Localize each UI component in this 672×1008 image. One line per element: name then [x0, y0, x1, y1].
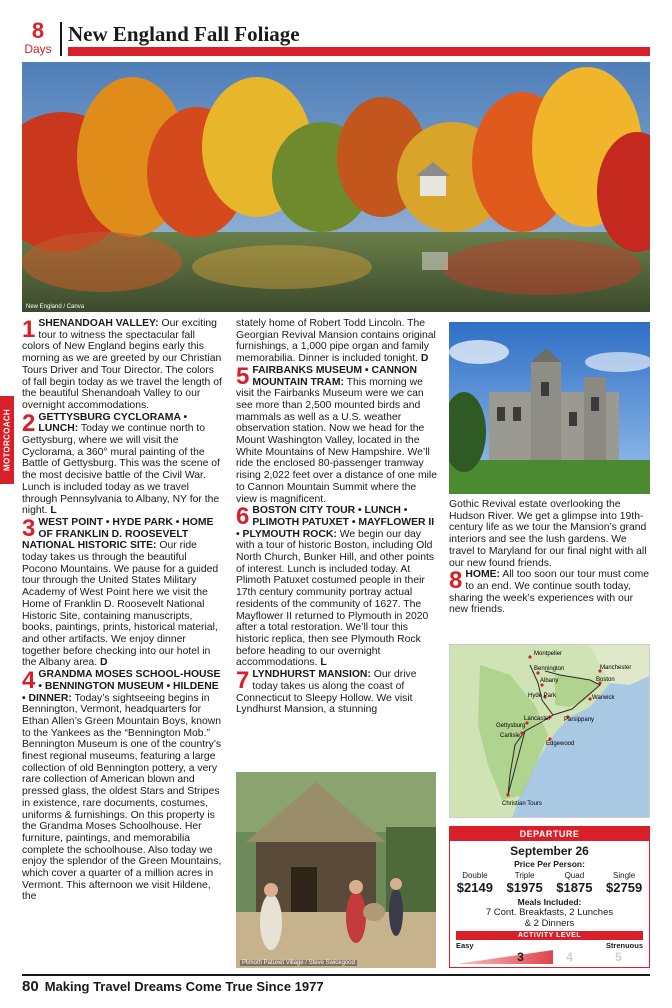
meals-heading: Meals Included:	[517, 897, 582, 907]
day-heading: FAIRBANKS MUSEUM • CANNON MOUNTAIN TRAM:	[252, 364, 418, 388]
price-label: Double	[462, 871, 488, 880]
meal-code: L	[50, 505, 57, 517]
map-label: Lancaster	[524, 716, 551, 722]
title-divider	[60, 22, 62, 56]
meal-code: D	[100, 657, 108, 669]
day-text: Today we continue north to Gettysburg, where we will visit the Cyclorama, a 360° mural painting of the Battle of Gettysburg. This was the scene of the most decisive battle of the Civil War. Lunch is included today as we travel through Pennsylvania to Albany, NY for the night.	[22, 423, 220, 517]
category-label: MOTORCOACH	[2, 409, 12, 471]
day-8	[449, 569, 650, 616]
price-label: Single	[613, 871, 636, 880]
day-4-continued	[236, 318, 438, 365]
village-scene-image	[236, 772, 436, 968]
price-value: $2759	[606, 880, 643, 895]
itinerary-column-2	[236, 318, 438, 716]
days-label: Days	[24, 42, 52, 56]
activity-level-numbers	[456, 950, 643, 964]
plimoth-village-photo	[236, 772, 436, 968]
day-number: 6	[236, 503, 250, 531]
day-text: Gothic Revival estate overlooking the Hudson River. We get a glimpse into 19th-century life as we tour the Mansion’s grand interiors and see the lush gardens. We travel to Maryland for our final night with all our new found friends.	[449, 499, 647, 569]
hero-caption: New England / Canva	[26, 304, 85, 310]
price-value: $1875	[556, 880, 593, 895]
day-text: stately home of Robert Todd Lincoln. The Georgian Revival Mansion contains original furnishings, a 1,000 pipe organ and family memorabilia. Dinner is included tonight.	[236, 318, 436, 365]
day-number: 2	[22, 409, 36, 437]
activity-level-5: 5	[615, 950, 622, 964]
map-label: Boston	[596, 677, 615, 683]
day-text: Our exciting tour to witness the spectacular fall colors of New England begins early this morning as we are greeted by our Christian Tours Driver and Tour Director. The colors of fall begin today as we travel the length of the beautiful Shenandoah Valley to our overnight accommodations.	[22, 318, 222, 411]
activity-level-meter	[456, 950, 643, 964]
day-text: This morning we visit the Fairbanks Museum were we can see more than 2,500 mounted birds and mammals as well as a U.S. weather observation station. Now we head for the Mount Washington Valley, located in the White Mountains of New Hampshire. We’ll ride the enclosed 80-passenger tramway rising 2,022 feet over a distance of one mile to Cannon Mountain Summit where the view is magnificent.	[236, 376, 438, 505]
day-2	[22, 409, 224, 517]
meals-line-2: & 2 Dinners	[524, 918, 575, 929]
day-text: Today’s sightseeing begins in Bennington, Vermont, headquarters for Ethan Allen’s Green Mountain Boys, known to the Yankees as the “Bennington Mob.” Bennington Museum is one of the country’s finest regional museums, featuring a large collection of old Bennington pottery, a very rare collection of American blown and pressed glass, the oldest Stars and Stripes in existence, rare documents, costumes, uniforms & furnishings. On this property is the Grandma Moses Schoolhouse. Her furniture, paintings, and memorabilia complete the schoolhouse. Also today we enjoy the splendor of the Green Mountains, which cover a quarter of a million acres in Vermont. This afternoon we visit Hildene, the	[22, 692, 222, 903]
activity-level-3: 3	[517, 950, 524, 964]
day-heading: WEST POINT • HYDE PARK • HOME OF FRANKLIN D. ROOSEVELT NATIONAL HISTORIC SITE:	[22, 516, 214, 552]
fall-foliage-landscape-image	[22, 62, 650, 312]
lyndhurst-mansion-photo	[449, 322, 650, 494]
departure-date: September 26	[510, 844, 589, 858]
map-label: Albany	[540, 678, 559, 684]
price-table	[450, 871, 649, 895]
footer-divider	[22, 974, 650, 976]
itinerary-column-1	[22, 318, 224, 903]
map-label: Christian Tours	[502, 801, 542, 807]
activity-strenuous-label: Strenuous	[605, 941, 643, 950]
day-heading: HOME:	[465, 569, 500, 581]
activity-easy-label: Easy	[456, 941, 474, 950]
day-7	[236, 669, 438, 716]
map-label: Bennington	[534, 666, 565, 672]
day-text: All too soon our tour must come to an end. We continue south today, sharing the week’s experiences with our new friends.	[449, 569, 650, 616]
day-heading: BOSTON CITY TOUR • LUNCH • PLIMOTH PATUXET • MAYFLOWER II • PLYMOUTH ROCK:	[236, 505, 435, 540]
price-triple	[507, 871, 543, 895]
map-label: Manchester	[600, 665, 632, 671]
day-heading: GETTYSBURG CYCLORAMA • LUNCH:	[38, 411, 188, 435]
day-text: We begin our day with a tour of historic Boston, including Old North Church, Bunker Hill, and other points of interest. Lunch is included today. At Plimoth Patuxet costumed people in their 17th century community portray actual residents of the community of 1627. The Mayflower II returned to Plymouth in 2020 after a total restoration. We’ll tour this historic replica, then see Plymouth Rock before heading to our overnight accommodations.	[236, 528, 435, 669]
price-heading: Price Per Person:	[514, 859, 585, 869]
day-number: 5	[236, 362, 250, 390]
day-5	[236, 362, 438, 505]
price-quad	[556, 871, 592, 895]
hero-photo	[22, 62, 650, 312]
map-label: Parsippany	[564, 717, 595, 723]
days-number: 8	[31, 18, 45, 43]
activity-level-4: 4	[566, 950, 573, 964]
itinerary-column-3	[449, 499, 650, 616]
price-value: $1975	[506, 880, 543, 895]
day-6	[236, 505, 438, 669]
departure-heading: DEPARTURE	[450, 827, 649, 841]
day-1	[22, 318, 224, 412]
day-number: 4	[22, 667, 36, 695]
price-label: Triple	[514, 871, 535, 880]
title-red-bar	[68, 47, 650, 56]
price-single	[606, 871, 642, 895]
days-badge	[20, 20, 56, 58]
page-number: 80	[22, 978, 39, 995]
day-3	[22, 514, 224, 669]
category-side-tab	[0, 396, 14, 484]
day-7-continued	[449, 499, 650, 569]
meal-code: L	[320, 657, 327, 669]
gothic-mansion-image	[449, 322, 650, 494]
day-4	[22, 669, 224, 903]
day-text: Our drive today takes us along the coast of Connecticut to Sleepy Hollow. We visit Lyndhurst Mansion, a stunning	[236, 669, 417, 716]
map-label: Montpelier	[534, 651, 563, 657]
day-number: 8	[449, 567, 463, 595]
day-text: Our ride today takes us through the beautiful Pocono Mountains. We pause for a guided tour through the United States Military Academy of West Point here we visit the Home of Franklin D. Roosevelt National Historic Site, containing manuscripts, books, paintings, prints, historical material, and other artifacts. We enjoy dinner together before checking into our hotel in the Albany area.	[22, 540, 219, 669]
map-label: Carlisle	[500, 733, 521, 739]
map-label: Warwick	[592, 695, 615, 701]
activity-scale-labels	[450, 940, 649, 950]
day-heading: LYNDHURST MANSION:	[252, 669, 371, 681]
route-map-image	[450, 645, 650, 818]
map-label: Edgewood	[546, 741, 575, 747]
meals-line-1: 7 Cont. Breakfasts, 2 Lunches	[485, 907, 614, 918]
plimoth-caption: Plimoth Patuxet Village / Steve Swicegood	[242, 960, 355, 966]
route-map	[449, 644, 650, 818]
departure-box	[449, 826, 650, 968]
price-double	[457, 871, 493, 895]
title-bar	[60, 22, 650, 56]
map-label: Hyde Park	[528, 693, 557, 699]
day-number: 1	[22, 316, 36, 343]
day-number: 3	[22, 514, 36, 542]
map-label: Gettysburg	[496, 723, 526, 729]
day-number: 7	[236, 667, 250, 695]
page-title: New England Fall Foliage	[68, 22, 300, 46]
day-heading: SHENANDOAH VALLEY:	[38, 318, 159, 329]
price-label: Quad	[564, 871, 585, 880]
meal-code: D	[420, 353, 429, 365]
price-value: $2149	[456, 880, 493, 895]
footer-tagline: Making Travel Dreams Come True Since 1977	[44, 979, 324, 994]
day-heading: GRANDMA MOSES SCHOOL-HOUSE • BENNINGTON MUSEUM • HILDENE • DINNER:	[22, 669, 221, 704]
activity-heading: ACTIVITY LEVEL	[456, 931, 643, 940]
page-footer	[22, 978, 324, 995]
